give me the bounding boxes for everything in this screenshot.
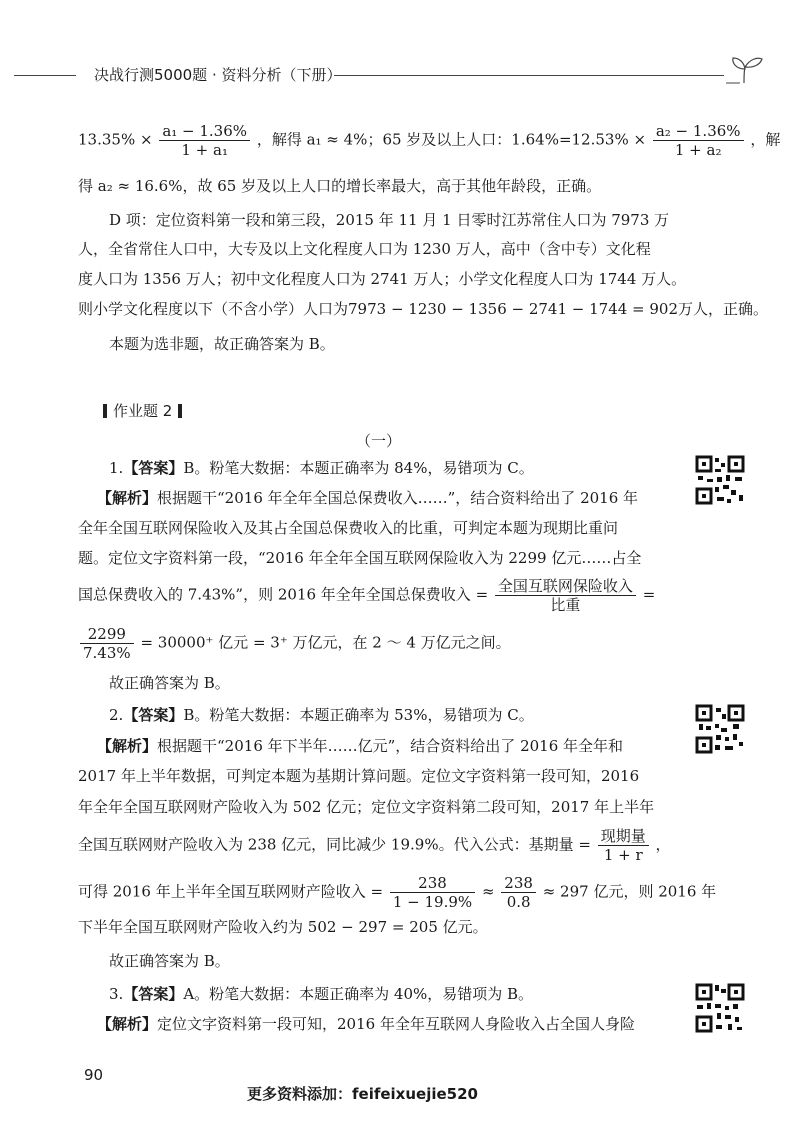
text-line: D 项：定位资料第一段和第三段，2015 年 11 月 1 日零时江苏常住人口为 7973 万 [109, 211, 670, 229]
text-line: 度人口为 1356 万人；初中文化程度人口为 2741 万人；小学文化程度人口为 1744 万人。 [78, 270, 687, 288]
analysis-line: 【解析】定位文字资料第一段可知，2016 年全年互联网人身险收入占全国人身险 [97, 1015, 635, 1033]
footer-contact: 更多资料添加：feifeixuejie520 [247, 1085, 478, 1103]
fraction: $\frac{\text{现期量}}{1 + r}$ [598, 827, 649, 864]
formula-line: 国总保费收入的 7.43%”，则 2016 年全年全国总保费收入 = $\frac{\text{全国互联网保险收入}}{\text{比重}}$ = [78, 577, 656, 614]
formula-line: 全国互联网财产险收入为 238 亿元，同比减少 19.9%。代入公式：基期量 = $\frac{\text{现期量}}{1 + r}$ ， [78, 827, 671, 864]
running-header [14, 63, 784, 87]
formula-line: $\frac{2299}{7.43\%}$ = 30000⁺ 亿元 = 3⁺ 万亿元，在 2 ～ 4 万亿元之间。 [78, 625, 668, 662]
page-number: 90 [84, 1066, 104, 1084]
book-title: 决战行测5000题 · 资料分析（下册） [94, 66, 342, 84]
formula-line: 13.35% × $\frac{\text{a₁ − 1.36\%}}{\text{1 + a₁}}$ ，解得 a₁ ≈ 4%；65 岁及以上人口：1.64%=12.53% × $\frac{\text{a₂ − 1.36\%}}{\text{1 + a₂}}$ ，解 [78, 122, 781, 159]
text-line: 人，全省常住人口中，大专及以上文化程度人口为 1230 万人，高中（含中专）文化程 [78, 240, 651, 258]
text-line: 年全年全国互联网财产险收入为 502 亿元；定位文字资料第二段可知，2017 年上半年 [78, 798, 655, 816]
qr-code-icon[interactable] [695, 983, 745, 1033]
analysis-line: 【解析】根据题干“2016 年下半年……亿元”，结合资料给出了 2016 年全年和 [97, 737, 624, 755]
section-heading: 作业题 2 [97, 400, 188, 421]
fraction: $\frac{\text{a₂ − 1.36\%}}{\text{1 + a₂}}$ [653, 122, 744, 159]
text-line: 得 a₂ ≈ 16.6%，故 65 岁及以上人口的增长率最大，高于其他年龄段，正确。 [78, 177, 602, 195]
answer-line: 2.【答案】B。粉笔大数据：本题正确率为 53%，易错项为 C。 [109, 706, 534, 724]
fraction: $\frac{\text{a₁ − 1.36\%}}{\text{1 + a₁}}$ [159, 122, 250, 159]
analysis-line: 【解析】根据题干“2016 年全年全国总保费收入……”，结合资料给出了 2016 年 [97, 489, 639, 507]
header-rule-right [334, 75, 724, 76]
text-line: 故正确答案为 B。 [109, 674, 230, 692]
text-line: 故正确答案为 B。 [109, 952, 230, 970]
fraction: $\frac{238}{0.8}$ [501, 874, 536, 911]
text-line: 2017 年上半年数据，可判定本题为基期计算问题。定位文字资料第一段可知，2016 [78, 767, 640, 785]
heading-bar [103, 404, 107, 418]
text-line: 本题为选非题，故正确答案为 B。 [109, 335, 335, 353]
fraction: $\frac{\text{全国互联网保险收入}}{\text{比重}}$ [495, 577, 636, 614]
text-line: 下半年全国互联网财产险收入约为 502 − 297 = 205 亿元。 [78, 918, 488, 936]
answer-line: 1.【答案】B。粉笔大数据：本题正确率为 84%，易错项为 C。 [109, 459, 534, 477]
leaf-sprout-icon [726, 53, 766, 87]
qr-code-icon[interactable] [695, 455, 745, 505]
answer-line: 3.【答案】A。粉笔大数据：本题正确率为 40%，易错项为 B。 [109, 985, 534, 1003]
heading-bar [178, 404, 182, 418]
subsection-marker: （一） [356, 432, 402, 450]
fraction: $\frac{2299}{7.43\%}$ [80, 625, 134, 662]
fraction: $\frac{238}{1 - 19.9\%}$ [390, 874, 475, 911]
text-line: 全年全国互联网保险收入及其占全国总保费收入的比重，可判定本题为现期比重问 [78, 519, 619, 537]
text-line: 题。定位文字资料第一段，“2016 年全年全国互联网保险收入为 2299 亿元……占全 [78, 549, 642, 567]
header-rule-left [14, 75, 76, 76]
formula-line: 可得 2016 年上半年全国互联网财产险收入 = $\frac{238}{1 - 19.9\%}$ ≈ $\frac{238}{0.8}$ ≈ 297 亿元，则 2016 年 [78, 874, 717, 911]
qr-code-icon[interactable] [695, 704, 745, 754]
text-line: 则小学文化程度以下（不含小学）人口为7973 − 1230 − 1356 − 2741 − 1744 = 902万人，正确。 [78, 300, 769, 318]
